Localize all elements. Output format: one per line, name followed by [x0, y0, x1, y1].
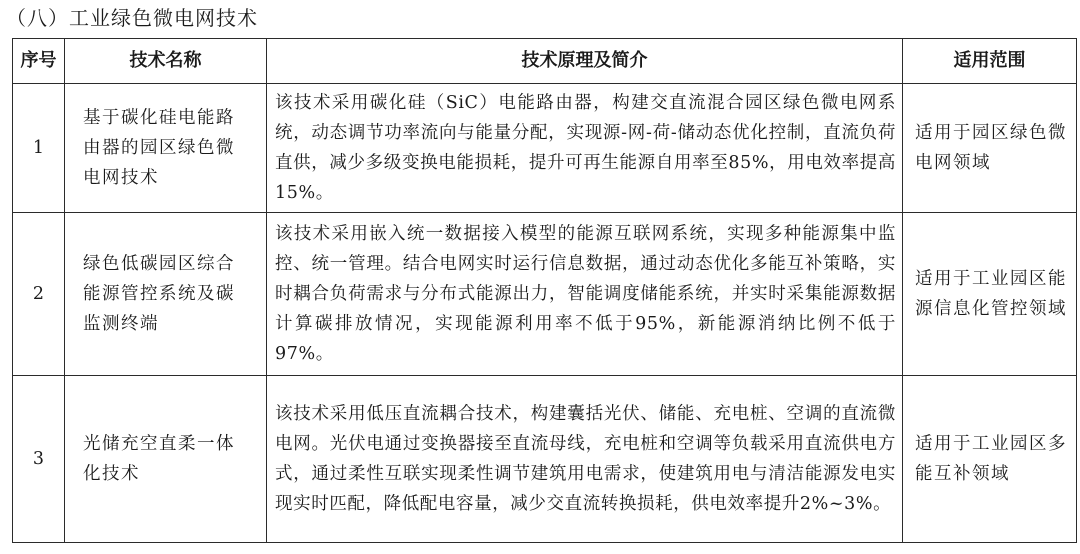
technology-principle: 该技术采用碳化硅（SiC）电能路由器，构建交直流混合园区绿色微电网系统，动态调节功率流向与能量分配，实现源-网-荷-储动态优化控制，直流负荷直供，减少多级变换电能损耗，提升可再生能源自用率至85%，用电效率提高15%。 — [267, 84, 903, 213]
header-number: 序号 — [13, 39, 65, 84]
technology-name: 基于碳化硅电能路由器的园区绿色微电网技术 — [65, 84, 267, 213]
row-number: 1 — [13, 84, 65, 213]
row-number: 2 — [13, 213, 65, 376]
technology-principle: 该技术采用嵌入统一数据接入模型的能源互联网系统，实现多种能源集中监控、统一管理。结合电网实时运行信息数据，通过动态优化多能互补策略，实时耦合负荷需求与分布式能源出力，智能调度储能系统，并实时采集能源数据计算碳排放情况，实现能源利用率不低于95%，新能源消纳比例不低于97%。 — [267, 213, 903, 376]
application-scope: 适用于工业园区能源信息化管控领域 — [903, 213, 1077, 376]
application-scope: 适用于园区绿色微电网领域 — [903, 84, 1077, 213]
table-row — [13, 84, 1077, 213]
technology-name: 光储充空直柔一体化技术 — [65, 376, 267, 543]
header-principle: 技术原理及简介 — [267, 39, 903, 84]
table-row — [13, 213, 1077, 376]
technology-name: 绿色低碳园区综合能源管控系统及碳监测终端 — [65, 213, 267, 376]
application-scope: 适用于工业园区多能互补领域 — [903, 376, 1077, 543]
header-scope: 适用范围 — [903, 39, 1077, 84]
table-row — [13, 376, 1077, 543]
header-name: 技术名称 — [65, 39, 267, 84]
section-title: （八）工业绿色微电网技术 — [6, 6, 258, 30]
table-header-row — [13, 39, 1077, 84]
row-number: 3 — [13, 376, 65, 543]
technology-table — [12, 38, 1077, 543]
technology-principle: 该技术采用低压直流耦合技术，构建囊括光伏、储能、充电桩、空调的直流微电网。光伏电通过变换器接至直流母线，充电桩和空调等负载采用直流供电方式，通过柔性互联实现柔性调节建筑用电需求，使建筑用电与清洁能源发电实现实时匹配，降低配电容量，减少交直流转换损耗，供电效率提升2%~3%。 — [267, 376, 903, 543]
